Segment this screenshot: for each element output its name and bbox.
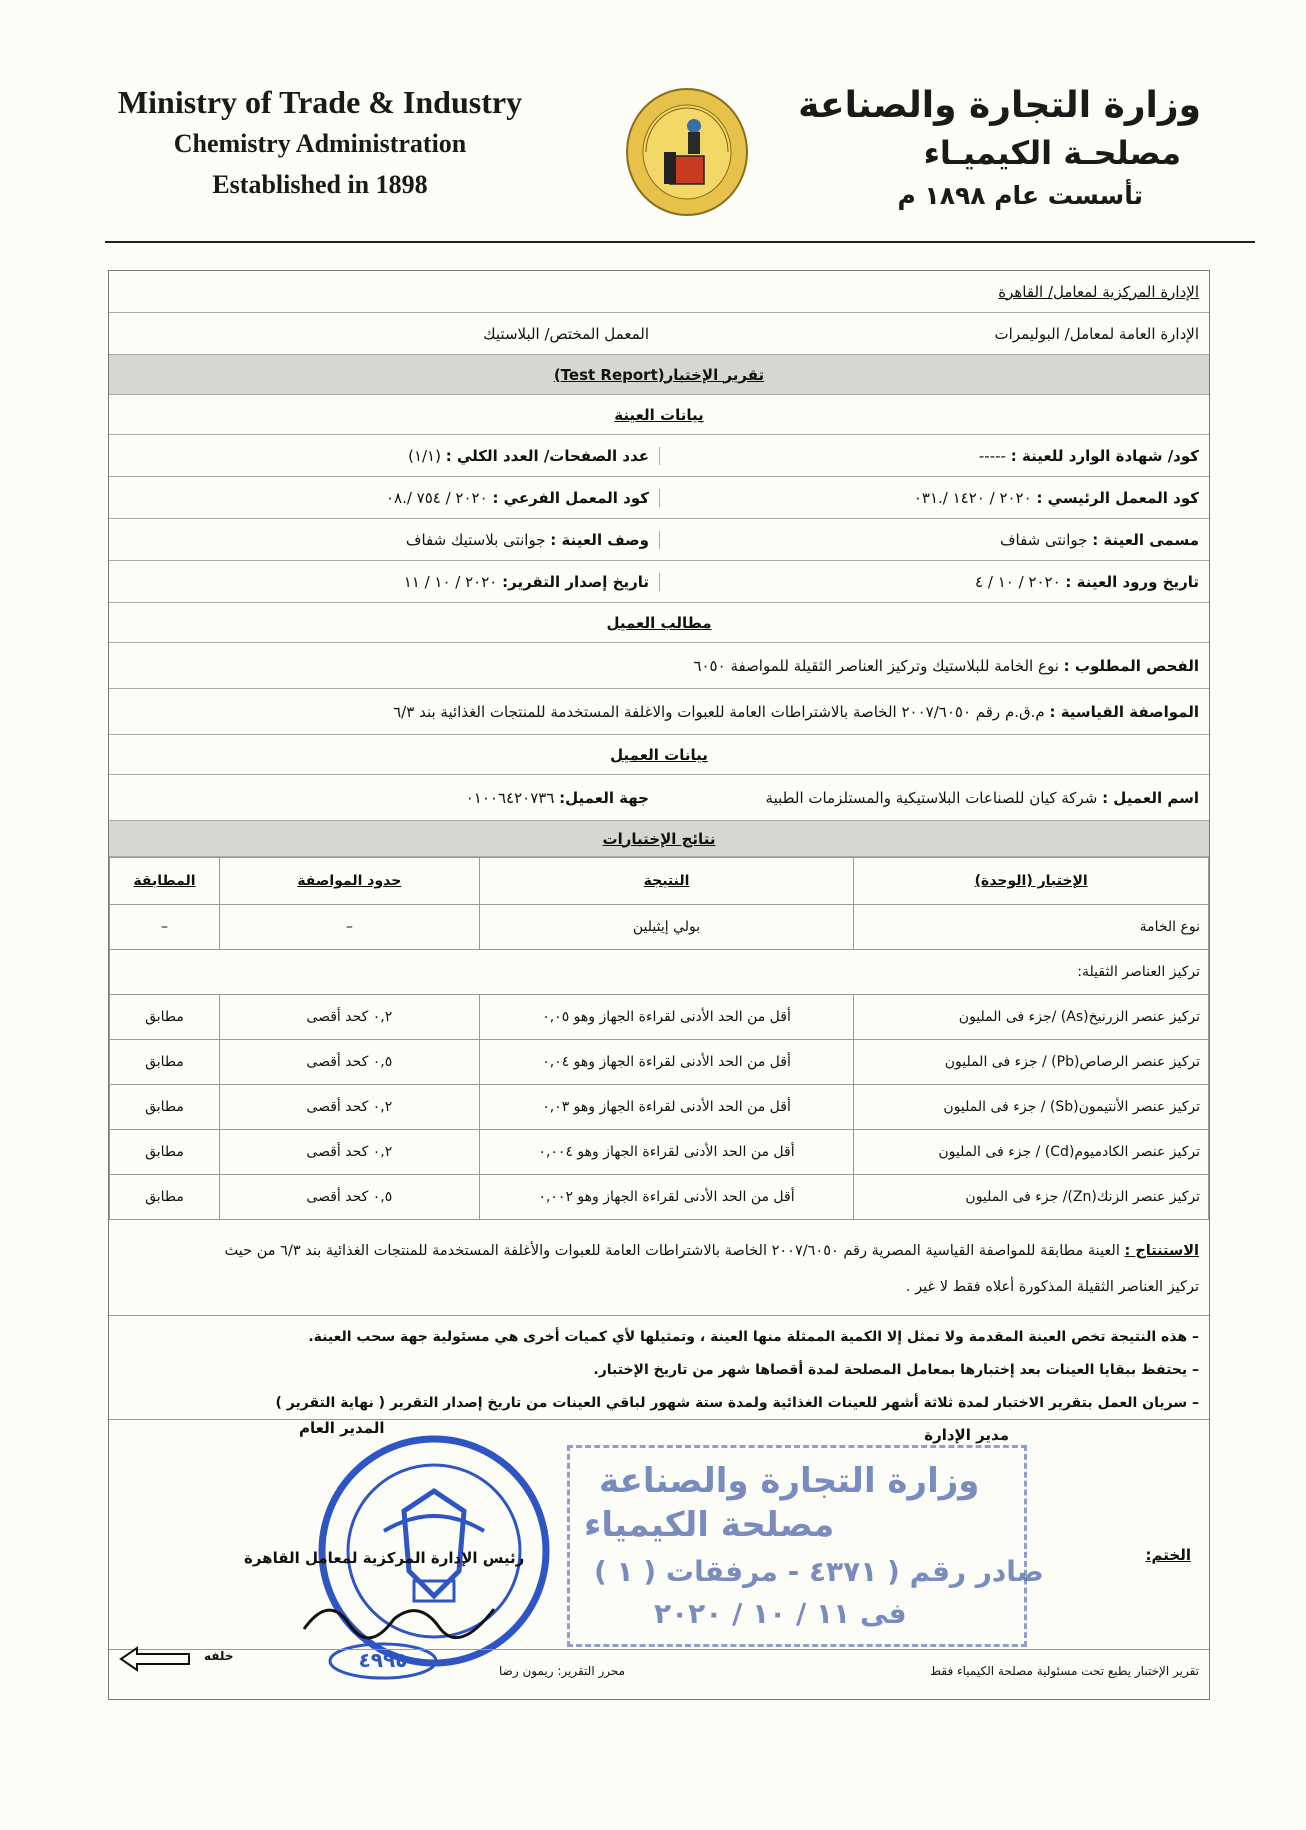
header-english [0, 82, 640, 205]
required-exam [683, 657, 1209, 675]
central-admin-row [109, 271, 1209, 313]
sample-description [109, 531, 659, 549]
limits-cell: ٠,٢ كحد أقصى [219, 1130, 479, 1175]
notes-list [119, 1321, 1199, 1420]
client-row [109, 775, 1209, 821]
limits-cell: ٠,٢ كحد أقصى [219, 995, 479, 1040]
material-match: – [110, 905, 220, 950]
sample-code-label: كود/ شهادة الوارد للعينة : [1010, 446, 1199, 465]
match-cell: مطابق [110, 1130, 220, 1175]
conclusion-text-2: تركيز العناصر الثقيلة المذكورة أعلاه فقط لا غير . [905, 1279, 1199, 1295]
match-cell: مطابق [110, 1040, 220, 1085]
central-admin-head-title: رئيس الإدارة المركزية لمعامل القاهرة [244, 1549, 525, 1567]
stamp-issue-number: صادر رقم ( ٤٣٧١ - مرفقات ( ١ ) [594, 1555, 1044, 1588]
sample-desc-value: جوانتى بلاستيك شفاف [405, 530, 546, 549]
manager-title: مدير الإدارة [924, 1426, 1009, 1444]
sub-lab-value: ٢٠٢٠ / ٧٥٤ /.٠٨ [385, 488, 488, 507]
result-cell: أقل من الحد الأدنى لقراءة الجهاز وهو ٠,٠٥ [479, 995, 854, 1040]
col-test-header: الإختبار (الوحدة) [854, 858, 1209, 905]
sample-name [659, 531, 1209, 549]
pages-label: عدد الصفحات/ العدد الكلي : [445, 446, 649, 465]
col-result-header: النتيجة [479, 858, 854, 905]
client-name-value: شركة كيان للصناعات البلاستيكية والمستلزمات الطبية [765, 788, 1098, 807]
administration-name-en: Chemistry Administration [173, 129, 467, 158]
chemistry-administration-logo [624, 86, 750, 218]
result-cell: أقل من الحد الأدنى لقراءة الجهاز وهو ٠,٠٠٢ [479, 1175, 854, 1220]
test-cell: تركيز عنصر الأنتيمون(Sb) / جزء فى المليون [854, 1085, 1209, 1130]
issue-date-value: ٢٠٢٠ / ١٠ / ١١ [403, 572, 498, 591]
client-party-value: ٠١٠٠٦٤٢٠٧٣٦ [465, 788, 555, 807]
exam-row [109, 643, 1209, 689]
table-row [110, 1175, 1209, 1220]
stamp-administration: مصلحة الكيمياء [584, 1505, 835, 1545]
spec-label: المواصفة القياسية : [1049, 702, 1199, 721]
results-heading: نتائج الإختبارات [602, 829, 716, 848]
match-cell: مطابق [110, 1085, 220, 1130]
client-requests-heading: مطالب العميل [606, 613, 712, 632]
match-cell: مطابق [110, 995, 220, 1040]
heavy-metals-heading-row [110, 950, 1209, 995]
material-limits: – [219, 905, 479, 950]
issue-date [109, 573, 659, 591]
spec-value: م.ق.م رقم ٢٠٠٧/٦٠٥٠ الخاصة بالاشتراطات العامة للعبوات والاغلفة المستخدمة للمنتجات الغذائية بند ٦/٣ [393, 702, 1045, 721]
note-item: – يحتفظ ببقايا العينات بعد إختبارها بمعامل المصلحة لمدة أقصاها شهر من تاريخ الإختبار. [593, 1362, 1199, 1378]
sample-data-heading: بيانات العينة [614, 405, 704, 424]
arrow-left-icon [119, 1645, 191, 1673]
divider [109, 1315, 1209, 1316]
seal-label: الختم: [1145, 1546, 1191, 1564]
lab-codes-row [109, 477, 1209, 519]
exam-value: نوع الخامة للبلاستيك وتركيز العناصر الثقيلة للمواصفة ٦٠٥٠ [693, 656, 1059, 675]
client-name [659, 789, 1209, 807]
col-limits-header: حدود المواصفة [219, 858, 479, 905]
sample-name-value: جوانتى شفاف [999, 530, 1088, 549]
stamp-date: فى ١١ / ١٠ / ٢٠٢٠ [654, 1597, 907, 1630]
issue-date-label: تاريخ إصدار التقرير: [502, 572, 649, 591]
main-lab-value: ٢٠٢٠ / ١٤٢٠ /.٠٣١ [913, 488, 1032, 507]
results-table [109, 857, 1209, 1220]
stamp-ministry: وزارة التجارة والصناعة [599, 1461, 980, 1501]
heavy-metals-heading: تركيز العناصر الثقيلة: [110, 950, 1209, 995]
note-item: – هذه النتيجة تخص العينة المقدمة ولا تمثل إلا الكمية الممثلة منها العينة ، وتمثيلها لأي كميات أخرى هي مسئولية جهة سحب العينة. [308, 1329, 1199, 1345]
sample-heading-row [109, 395, 1209, 435]
result-cell: أقل من الحد الأدنى لقراءة الجهاز وهو ٠,٠٤ [479, 1040, 854, 1085]
back-label: خلفه [204, 1649, 234, 1663]
arrival-date-label: تاريخ ورود العينة : [1065, 572, 1199, 591]
table-row [110, 1130, 1209, 1175]
test-cell: تركيز عنصر الكادميوم(Cd) / جزء فى المليون [854, 1130, 1209, 1175]
material-row [110, 905, 1209, 950]
conclusion-label: الاستنتاج : [1124, 1243, 1199, 1259]
report-editor: محرر التقرير: ريمون رضا [499, 1664, 626, 1678]
conclusion [119, 1233, 1199, 1305]
admin-lab-row [109, 313, 1209, 355]
report-title: تقرير الإختبار(Test Report) [553, 365, 765, 384]
ministry-name-ar: وزارة التجارة والصناعة [798, 85, 1201, 126]
sample-name-label: مسمى العينة : [1092, 530, 1199, 549]
arrival-date [659, 573, 1209, 591]
sample-name-row [109, 519, 1209, 561]
report-frame [108, 270, 1210, 1700]
central-admin: الإدارة المركزية لمعامل/ القاهرة [998, 282, 1199, 301]
sub-lab-label: كود المعمل الفرعي : [492, 488, 649, 507]
dates-row [109, 561, 1209, 603]
result-cell: أقل من الحد الأدنى لقراءة الجهاز وهو ٠,٠٠٤ [479, 1130, 854, 1175]
table-row [110, 1040, 1209, 1085]
client-requests-heading-row [109, 603, 1209, 643]
conclusion-text: العينة مطابقة للمواصفة القياسية المصرية رقم ٢٠٠٧/٦٠٥٠ الخاصة بالاشتراطات العامة للعبوات والأغلفة المستخدمة للمنتجات الغذائية بند ٦/٣ من حيث [224, 1243, 1120, 1259]
col-match-header: المطابقة [110, 858, 220, 905]
results-heading-row [109, 821, 1209, 857]
client-data-heading-row [109, 735, 1209, 775]
header-arabic [781, 82, 1201, 216]
test-cell: تركيز عنصر الرصاص(Pb) / جزء فى المليون [854, 1040, 1209, 1085]
results-header-row [110, 858, 1209, 905]
main-lab-label: كود المعمل الرئيسي : [1036, 488, 1199, 507]
signature-icon [299, 1589, 499, 1649]
note-item: – سريان العمل بتقرير الاختبار لمدة ثلاثة أشهر للعينات الغذائية ولمدة ستة شهور لباقي العينات من تاريخ إصدار التقرير ( نهاية التقرير ) [275, 1395, 1199, 1411]
table-row [110, 995, 1209, 1040]
ministry-name-en: Ministry of Trade & Industry [117, 84, 523, 120]
material-test: نوع الخامة [854, 905, 1209, 950]
arrival-date-value: ٢٠٢٠ / ١٠ / ٤ [975, 572, 1061, 591]
test-cell: تركيز عنصر الزرنيخ(As) /جزء فى المليون [854, 995, 1209, 1040]
pages-value: (١/١) [408, 446, 441, 465]
divider [109, 1649, 1209, 1650]
test-cell: تركيز عنصر الزنك(Zn)/ جزء فى المليون [854, 1175, 1209, 1220]
client-party-label: جهة العميل: [559, 788, 649, 807]
sub-lab-code [109, 489, 659, 507]
pages-count [109, 447, 659, 465]
established-ar: تأسست عام ١٨٩٨ م [897, 181, 1143, 210]
standard-spec [383, 703, 1209, 721]
report-title-row [109, 355, 1209, 395]
client-data-heading: بيانات العميل [610, 745, 708, 764]
client-party [109, 789, 659, 807]
divider [109, 1419, 1209, 1420]
sample-code-value: ----- [978, 446, 1006, 465]
sample-code-row [109, 435, 1209, 477]
sample-desc-label: وصف العينة : [550, 530, 649, 549]
limits-cell: ٠,٥ كحد أقصى [219, 1175, 479, 1220]
sample-code [659, 447, 1209, 465]
table-row [110, 1085, 1209, 1130]
limits-cell: ٠,٥ كحد أقصى [219, 1040, 479, 1085]
spec-row [109, 689, 1209, 735]
main-lab-code [659, 489, 1209, 507]
general-admin: الإدارة العامة لمعامل/ البوليمرات [994, 324, 1199, 343]
general-manager-title: المدير العام [299, 1419, 385, 1437]
stamp-number: ٤٩٩٥ [358, 1648, 408, 1672]
limits-cell: ٠,٢ كحد أقصى [219, 1085, 479, 1130]
specialized-lab: المعمل المختص/ البلاستيك [483, 324, 649, 343]
header-rule [105, 241, 1255, 243]
client-name-label: اسم العميل : [1102, 788, 1199, 807]
result-cell: أقل من الحد الأدنى لقراءة الجهاز وهو ٠,٠٣ [479, 1085, 854, 1130]
material-result: بولي إيثيلين [479, 905, 854, 950]
exam-label: الفحص المطلوب : [1063, 656, 1199, 675]
administration-name-ar: مصلحـة الكيميـاء [923, 134, 1181, 172]
responsibility-note: تقرير الإختبار يطبع تحت مسئولية مصلحة الكيمياء فقط [930, 1664, 1199, 1678]
established-en: Established in 1898 [212, 170, 428, 199]
match-cell: مطابق [110, 1175, 220, 1220]
